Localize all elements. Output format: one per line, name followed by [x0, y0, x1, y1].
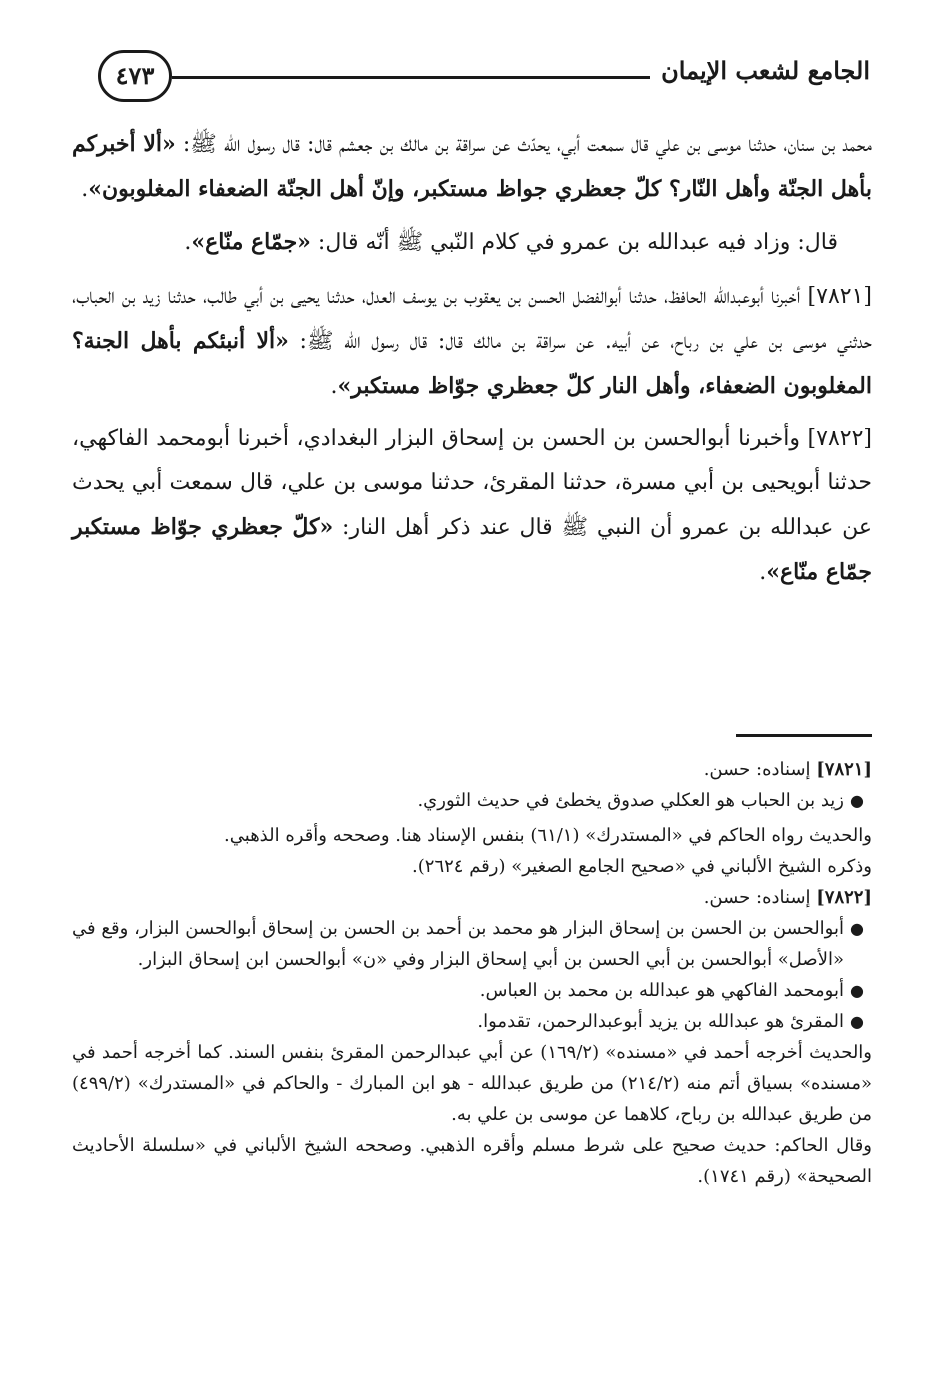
bullet-icon: ●	[850, 919, 864, 938]
hadith-quote: «ألا أنبئكم بأهل الجنة؟ المغلوبون الضعفاء، وأهل النار كلّ جعظري جوّاظ مستكبر»	[72, 328, 872, 399]
footnote-bullet	[72, 913, 872, 975]
footnote-heading	[72, 754, 872, 785]
footnote-number: [٧٨٢٢]	[816, 887, 872, 908]
footnote-number: [٧٨٢١]	[816, 759, 872, 780]
footnote-separator	[736, 734, 872, 737]
footnote-heading	[72, 882, 872, 913]
hadith-quote: «ألا أخبركم بأهل الجنّة وأهل النّار؟ كلّ جعظري جواظ مستكبر، وإنّ أهل الجنّة الضعفاء المغلوبون»	[72, 131, 872, 202]
footnote-bullet-text: أبومحمد الفاكهي هو عبدالله بن محمد بن العباس.	[479, 980, 844, 1001]
bullet-icon: ●	[850, 791, 864, 810]
footnote-heading-text: إسناده: حسن.	[703, 887, 811, 908]
paragraph-text: [٧٨٢٢] وأخبرنا أبوالحسن بن الحسن بن إسحاق البزار البغدادي، أخبرنا أبومحمد الفاكهي، حدثنا أبويحيى بن أبي مسرة، حدثنا المقرئ، حدثنا موسى بن علي، قال سمعت أبي يحدث عن عبدالله بن عمرو أن النبي ﷺ قال عند ذكر أهل النار:	[72, 426, 873, 540]
bullet-icon: ●	[850, 1012, 864, 1031]
page-header	[98, 50, 870, 106]
book-title: الجامع لشعب الإيمان	[661, 56, 870, 85]
bullet-icon: ●	[850, 981, 864, 1000]
main-text	[72, 122, 872, 603]
paragraph-end: .	[184, 230, 192, 255]
paragraph-text: محمد بن سنان، حدثنا موسى بن علي قال سمعت أبي، يحدّث عن سراقة بن مالك بن جعشم قال: قال رسول الله ﷺ:	[175, 132, 872, 157]
hadith-quote: «جمّاع منّاع»	[191, 229, 311, 255]
footnote-bullet-text: أبوالحسن بن الحسن بن إسحاق البزار هو محمد بن أحمد بن الحسن بن إسحاق أبوالحسن البزار، وقع في «الأصل» أبوالحسن بن أبي الحسن بن أبي إسحاق البزار وفي «ن» أبوالحسن ابن إسحاق البزار.	[72, 918, 844, 970]
paragraph-end: .	[81, 177, 89, 202]
paragraph-end: .	[330, 374, 338, 399]
footnote-line: والحديث أخرجه أحمد في «مسنده» (١٦٩/٢) عن أبي عبدالرحمن المقرئ بنفس السند. كما أخرجه أحمد في «مسنده» بسياق أتم منه (٢١٤/٢) من طريق عبدالله - هو ابن المبارك - والحاكم في «المستدرك» (٤٩٩/٢) من طريق عبدالله بن رباح، كلاهما عن موسى بن علي به.	[72, 1042, 873, 1125]
paragraph-text: قال: وزاد فيه عبدالله بن عمرو في كلام النّبي ﷺ أنّه قال:	[310, 230, 838, 255]
footnote-bullet-text: زيد بن الحباب هو العكلي صدوق يخطئ في حديث الثوري.	[417, 790, 844, 811]
paragraph	[72, 122, 872, 212]
paragraph	[72, 417, 872, 595]
paragraph	[72, 220, 872, 265]
footnote-bullet	[72, 975, 872, 1006]
header-rule	[172, 76, 650, 79]
footnote-bullet-text: المقرئ هو عبدالله بن يزيد أبوعبدالرحمن، تقدموا.	[477, 1011, 844, 1032]
footnote-heading-text: إسناده: حسن.	[703, 759, 811, 780]
footnote-line: والحديث رواه الحاكم في «المستدرك» (٦١/١) بنفس الإسناد هنا. وصححه وأقره الذهبي.	[224, 825, 872, 846]
paragraph-end: .	[759, 560, 767, 585]
page-number: ٤٧٣	[98, 50, 172, 102]
hadith-quote: «كلّ جعظري جوّاظ مستكبر جمّاع منّاع»	[72, 514, 872, 585]
paragraph	[72, 275, 872, 409]
footnote-bullet	[72, 785, 872, 816]
footnote-line: وقال الحاكم: حديث صحيح على شرط مسلم وأقره الذهبي. وصححه الشيخ الألباني في «سلسلة الأحاديث الصحيحة» (رقم ١٧٤١).	[72, 1135, 872, 1187]
footnote-bullet	[72, 1006, 872, 1037]
footnotes	[72, 754, 872, 1192]
paragraph-text: [٧٨٢١] أخبرنا أبوعبدالله الحافظ، حدثنا أبوالفضل الحسن بن يعقوب بن يوسف العدل، حدثنا يحيى بن أبي طالب، حدثنا زيد بن الحباب، حدثني موسى بن علي بن رباح، عن أبيه. عن سراقة بن مالك قال: قال رسول الله ﷺ:	[72, 284, 872, 354]
footnote-line: وذكره الشيخ الألباني في «صحيح الجامع الصغير» (رقم ٢٦٢٤).	[412, 856, 872, 877]
